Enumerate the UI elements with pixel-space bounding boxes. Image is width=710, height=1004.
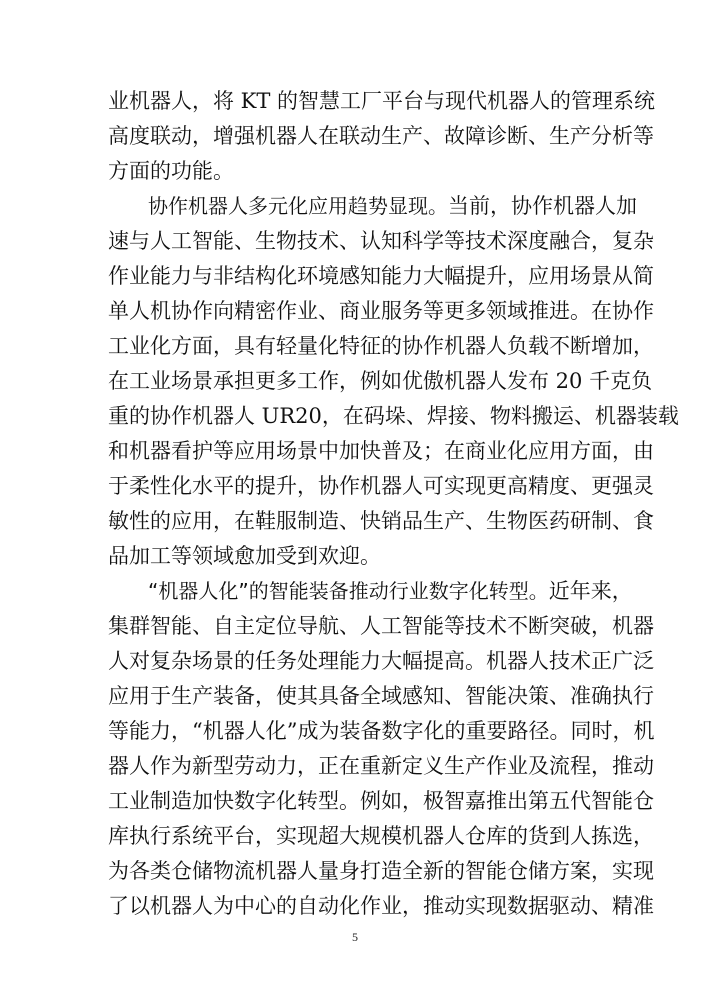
text-line: 业机器人，将 KT 的智慧工厂平台与现代机器人的管理系统: [108, 89, 656, 113]
text-line: 工业制造加快数字化转型。例如，极智嘉推出第五代智能仓: [108, 789, 654, 813]
text-line: 作业能力与非结构化环境感知能力大幅提升，应用场景从简: [108, 264, 654, 288]
paragraph-lead-line: [108, 574, 633, 609]
paragraph-heading: 协作机器人多元化应用趋势显现。: [148, 194, 448, 218]
page-number: 5: [352, 930, 358, 944]
paragraph-heading: “机器人化”的智能装备推动行业数字化转型。: [148, 579, 549, 603]
text-line: 和机器看护等应用场景中加快普及；在商业化应用方面，由: [108, 439, 654, 463]
text-line: 器人作为新型劳动力，正在重新定义生产作业及流程，推动: [108, 754, 654, 778]
text-line: 为各类仓储物流机器人量身打造全新的智能仓储方案，实现: [108, 859, 654, 883]
text-line: 人对复杂场景的任务处理能力大幅提高。机器人技术正广泛: [108, 649, 654, 673]
text-line: 重的协作机器人 UR20，在码垛、焊接、物料搬运、机器装载: [108, 404, 679, 428]
text-span: 近年来，: [548, 579, 633, 603]
text-line: 工业化方面，具有轻量化特征的协作机器人负载不断增加，: [108, 334, 654, 358]
text-line: 集群智能、自主定位导航、人工智能等技术不断突破，机器: [108, 614, 654, 638]
text-line: 速与人工智能、生物技术、认知科学等技术深度融合，复杂: [108, 229, 654, 253]
text-line: 了以机器人为中心的自动化作业，推动实现数据驱动、精准: [108, 894, 654, 918]
text-span: 当前，协作机器人加: [448, 194, 637, 218]
text-line: 库执行系统平台，实现超大规模机器人仓库的货到人拣选，: [108, 824, 654, 848]
text-line: 于柔性化水平的提升，协作机器人可实现更高精度、更强灵: [108, 474, 654, 498]
text-line: 方面的功能。: [108, 159, 234, 183]
text-line: 单人机协作向精密作业、商业服务等更多领域推进。在协作: [108, 299, 654, 323]
body-text: [108, 84, 679, 924]
text-line: 应用于生产装备，使其具备全域感知、智能决策、准确执行: [108, 684, 654, 708]
text-line: 在工业场景承担更多工作，例如优傲机器人发布 20 千克负: [108, 369, 653, 393]
paragraph-lead-line: [108, 189, 637, 224]
text-line: 敏性的应用，在鞋服制造、快销品生产、生物医药研制、食: [108, 509, 654, 533]
text-line: 品加工等领域愈加受到欢迎。: [108, 544, 381, 568]
text-line: 高度联动，增强机器人在联动生产、故障诊断、生产分析等: [108, 124, 654, 148]
text-line: 等能力，“机器人化”成为装备数字化的重要路径。同时，机: [108, 719, 655, 743]
